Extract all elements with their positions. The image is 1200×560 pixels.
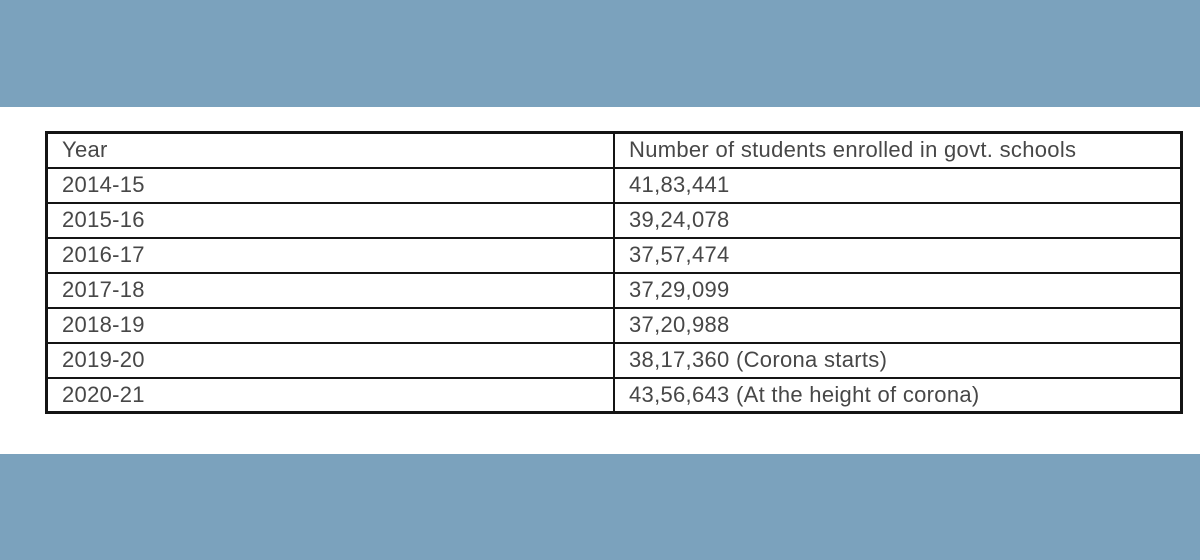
top-accent-band — [0, 0, 1200, 107]
table-header-row — [47, 133, 1182, 168]
cell-year: 2020-21 — [47, 378, 615, 413]
cell-year: 2019-20 — [47, 343, 615, 378]
table-row — [47, 273, 1182, 308]
cell-year: 2017-18 — [47, 273, 615, 308]
cell-year: 2018-19 — [47, 308, 615, 343]
cell-enrollment: 41,83,441 — [614, 168, 1182, 203]
cell-year: 2014-15 — [47, 168, 615, 203]
cell-enrollment: 37,29,099 — [614, 273, 1182, 308]
cell-enrollment: 37,20,988 — [614, 308, 1182, 343]
cell-enrollment: 39,24,078 — [614, 203, 1182, 238]
header-cell-enrollment: Number of students enrolled in govt. schools — [614, 133, 1182, 168]
table-row — [47, 203, 1182, 238]
table-row — [47, 343, 1182, 378]
header-cell-year: Year — [47, 133, 615, 168]
cell-enrollment: 43,56,643 (At the height of corona) — [614, 378, 1182, 413]
cell-year: 2015-16 — [47, 203, 615, 238]
table-row — [47, 378, 1182, 413]
enrollment-table — [45, 131, 1183, 414]
cell-year: 2016-17 — [47, 238, 615, 273]
cell-enrollment: 37,57,474 — [614, 238, 1182, 273]
cell-enrollment: 38,17,360 (Corona starts) — [614, 343, 1182, 378]
table-row — [47, 238, 1182, 273]
table-row — [47, 308, 1182, 343]
table-row — [47, 168, 1182, 203]
bottom-accent-band — [0, 454, 1200, 560]
